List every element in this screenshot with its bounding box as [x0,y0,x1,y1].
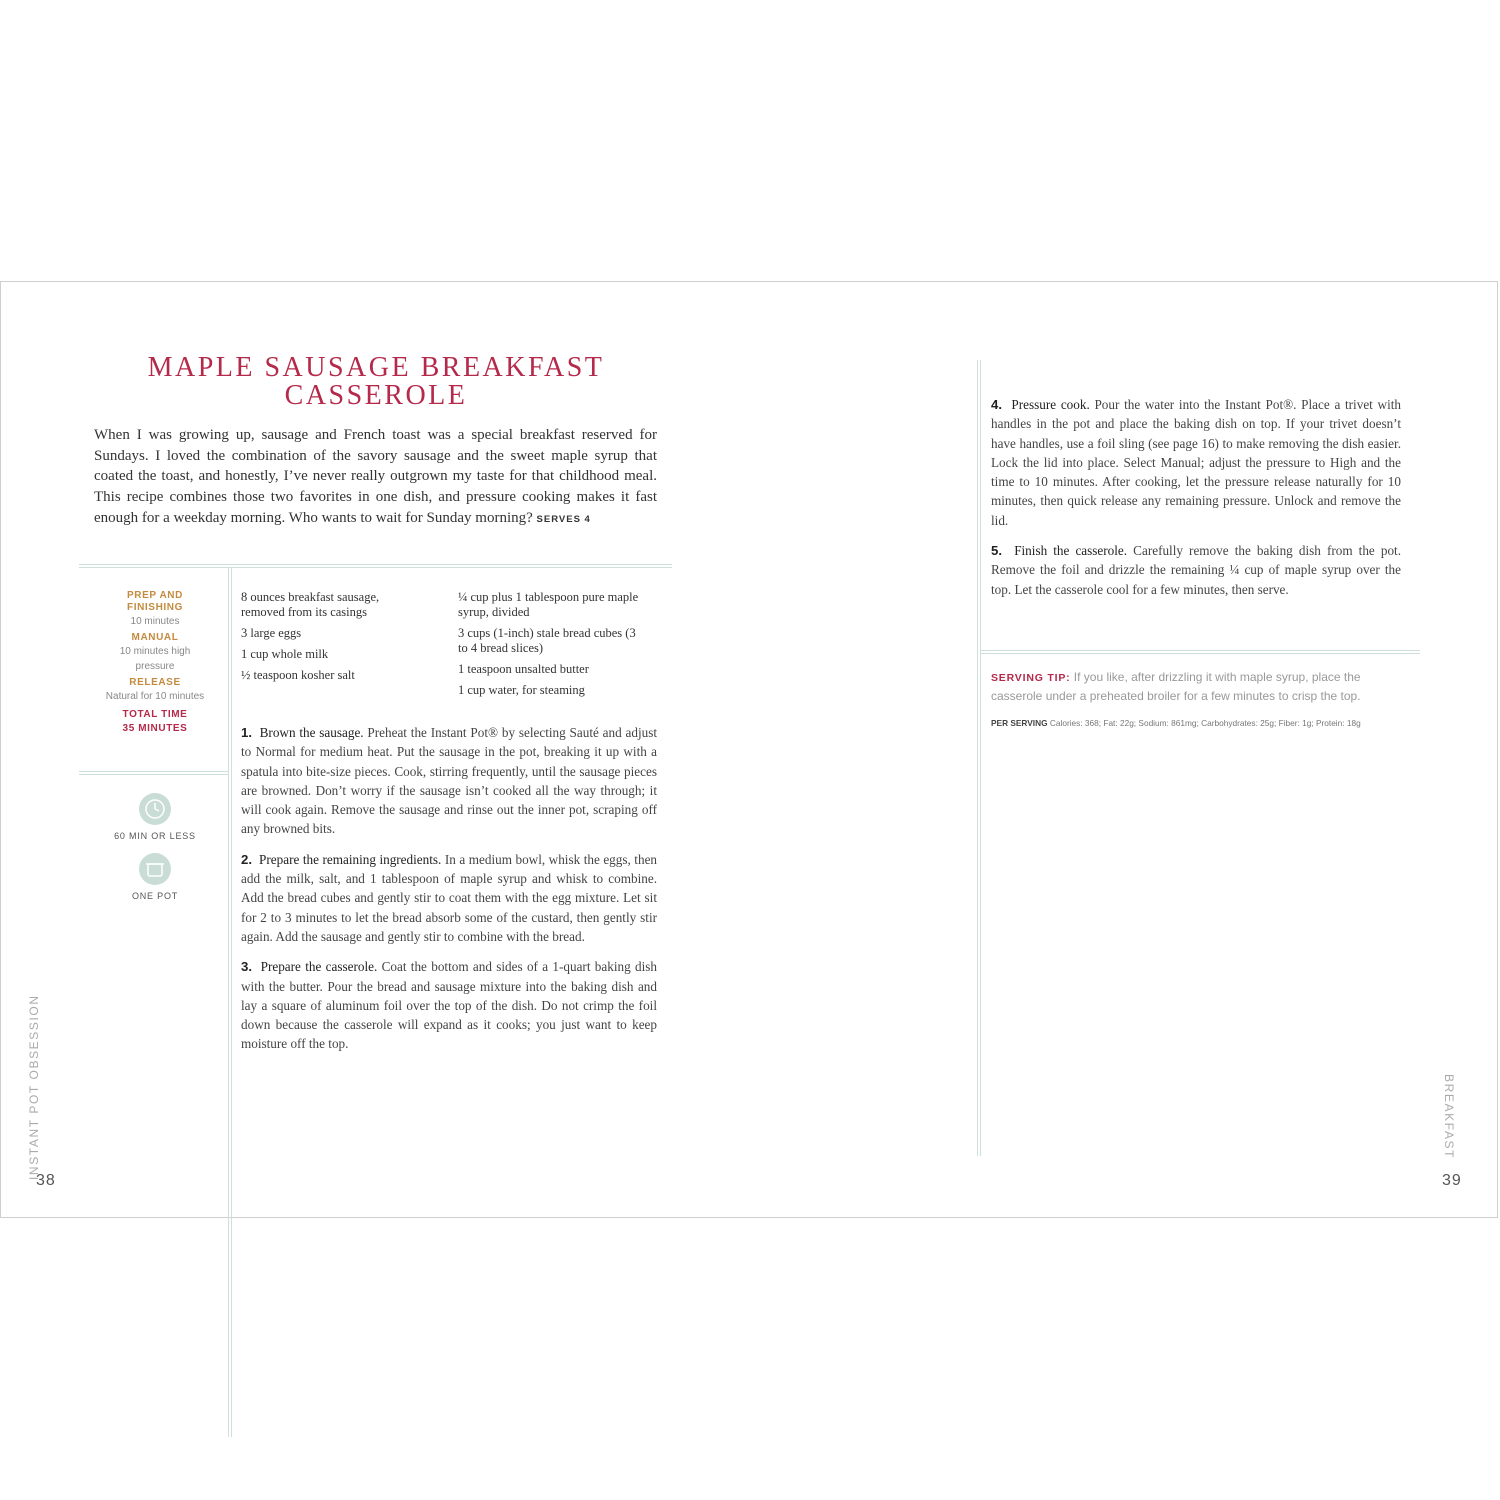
step-title: Prepare the casserole. [260,959,378,975]
step-title: Prepare the remaining ingredients. [259,851,442,867]
page-number-left: 38 [36,1172,56,1189]
column-divider-right [977,360,978,1156]
prep-value: 10 minutes [130,616,180,627]
badge-label: 60 MIN OR LESS [114,831,196,841]
title-line-1: MAPLE SAUSAGE BREAKFAST [147,352,605,383]
intro-text: When I was growing up, sausage and French toast was a special breakfast reserved for Sundays. I loved the combination of the savory sausage and the sweet maple syrup that coated the toast, and honestly, I’ve never really outgrown my taste for that childhood meal. This recipe combines those two favorites in one dish, and pressure cooking makes it fast enough for a weekday morning. Who wants to wait for Sunday morning? [94,427,657,526]
left-page [1,282,750,1217]
serves-label: SERVES 4 [536,513,591,525]
step-3 [241,957,657,1053]
page-number-right: 39 [1442,1172,1462,1189]
divider-top [79,564,672,565]
pot-icon [139,853,171,885]
ingredient-item: 1 cup water, for steaming [458,683,585,697]
prep-label: PREP AND FINISHING [127,590,183,613]
step-text: Preheat the Instant Pot® by selecting Sauté and adjust to Normal for medium heat. Put the sausage in the pot, breaking it up with a spatula into bite-size pieces. Cook, stirring frequently, until the sausage pieces are browned. Don’t worry if the sausage isn’t cooked all the way through; it will cook again. Remove the sausage and rinse out the inner pot, scraping off any browned bits. [241,725,658,837]
ingredients-column-2 [458,590,648,704]
manual-label: MANUAL [131,632,179,643]
divider-top-2 [79,567,672,568]
ingredient-item: 8 ounces breakfast sausage, removed from its casings [241,590,380,619]
step-title: Finish the casserole. [1014,543,1128,559]
step-text: Pour the water into the Instant Pot®. Place a trivet with handles in the pot and place the baking dish on top. If your trivet doesn’t have handles, use a foil sling (see page 16) to make removing the dish easier. Lock the lid into place. Select Manual; adjust the pressure to High and the time to 10 minutes. After cooking, let the pressure release naturally for 10 minutes, then quick release any remaining pressure. Unlock and remove the lid. [991,397,1401,528]
sidebar-divider-2 [79,774,228,775]
step-text: In a medium bowl, whisk the eggs, then add the milk, salt, and 1 tablespoon of maple syrup and whisk to combine. Add the bread cubes and gently stir to coat them with the egg mixture. Let sit for 2 to 3 minutes to let the bread absorb some of the custard, then gently stir again. Add the sausage and gently stir to combine with the bread. [241,851,658,944]
step-4 [991,395,1401,530]
title-line-2: CASSEROLE [284,380,468,411]
total-time-label: TOTAL TIME [122,709,188,720]
total-time-value: 35 MINUTES [122,723,188,734]
book-spread [0,281,1498,1218]
ingredient-item: ¼ cup plus 1 tablespoon pure maple syrup, divided [458,590,639,619]
step-text: Carefully remove the baking dish from the pot. Remove the foil and drizzle the remaining ¼ cup of maple syrup over the top. Let the casserole cool for a few minutes, then serve. [991,543,1402,597]
column-divider-right-2 [980,360,981,1156]
step-number: 2. [241,851,252,867]
nutrition-text: Calories: 368; Fat: 22g; Sodium: 861mg; Carbohydrates: 25g; Fiber: 1g; Protein: 18g [1049,718,1361,728]
serving-tip [991,668,1401,705]
ingredients-column-1 [241,590,421,689]
tip-divider [980,650,1420,651]
badge-60-min [79,793,231,841]
ingredient-item: 3 large eggs [241,626,302,640]
instructions-left [241,723,657,1065]
right-page [750,282,1499,1217]
nutrition-label: PER SERVING [991,718,1048,728]
step-text: Coat the bottom and sides of a 1-quart baking dish with the butter. Pour the bread and sausage mixture into the baking dish and lay a square of aluminum foil over the top of the dish. Do not crimp the foil down because the casserole will expand as it cooks; you just want to keep moisture off the top. [241,959,657,1052]
release-label: RELEASE [129,677,181,688]
step-1 [241,723,657,839]
recipe-intro [94,425,657,531]
manual-value: 10 minutes high pressure [119,646,191,672]
ingredient-item: 1 cup whole milk [241,647,329,661]
running-head-right: BREAKFAST [1442,1074,1456,1160]
running-head-left: INSTANT POT OBSESSION [27,994,41,1180]
recipe-title [93,354,659,410]
step-5 [991,541,1401,599]
step-title: Brown the sausage. [259,725,364,740]
tip-text: If you like, after drizzling it with maple syrup, place the casserole under a preheated broiler for a few minutes to crisp the top. [991,670,1361,703]
column-divider-2 [231,567,232,1437]
timing-sidebar [79,590,231,736]
release-value: Natural for 10 minutes [105,691,205,702]
tip-label: SERVING TIP: [991,672,1071,684]
badge-one-pot [79,853,231,901]
clock-icon [139,793,171,825]
ingredient-item: 1 teaspoon unsalted butter [458,662,589,676]
step-2 [241,850,657,946]
step-number: 1. [241,725,252,740]
tip-divider-2 [980,653,1420,654]
step-number: 4. [991,397,1002,412]
sidebar-divider [79,771,228,772]
badge-label: ONE POT [131,891,179,901]
step-number: 3. [241,959,252,975]
ingredient-item: ½ teaspoon kosher salt [241,668,355,682]
step-number: 5. [991,543,1002,559]
step-title: Pressure cook. [1011,397,1090,412]
instructions-right [991,395,1401,610]
nutrition-info [991,718,1411,728]
ingredient-item: 3 cups (1-inch) stale bread cubes (3 to 4 bread slices) [458,626,636,655]
